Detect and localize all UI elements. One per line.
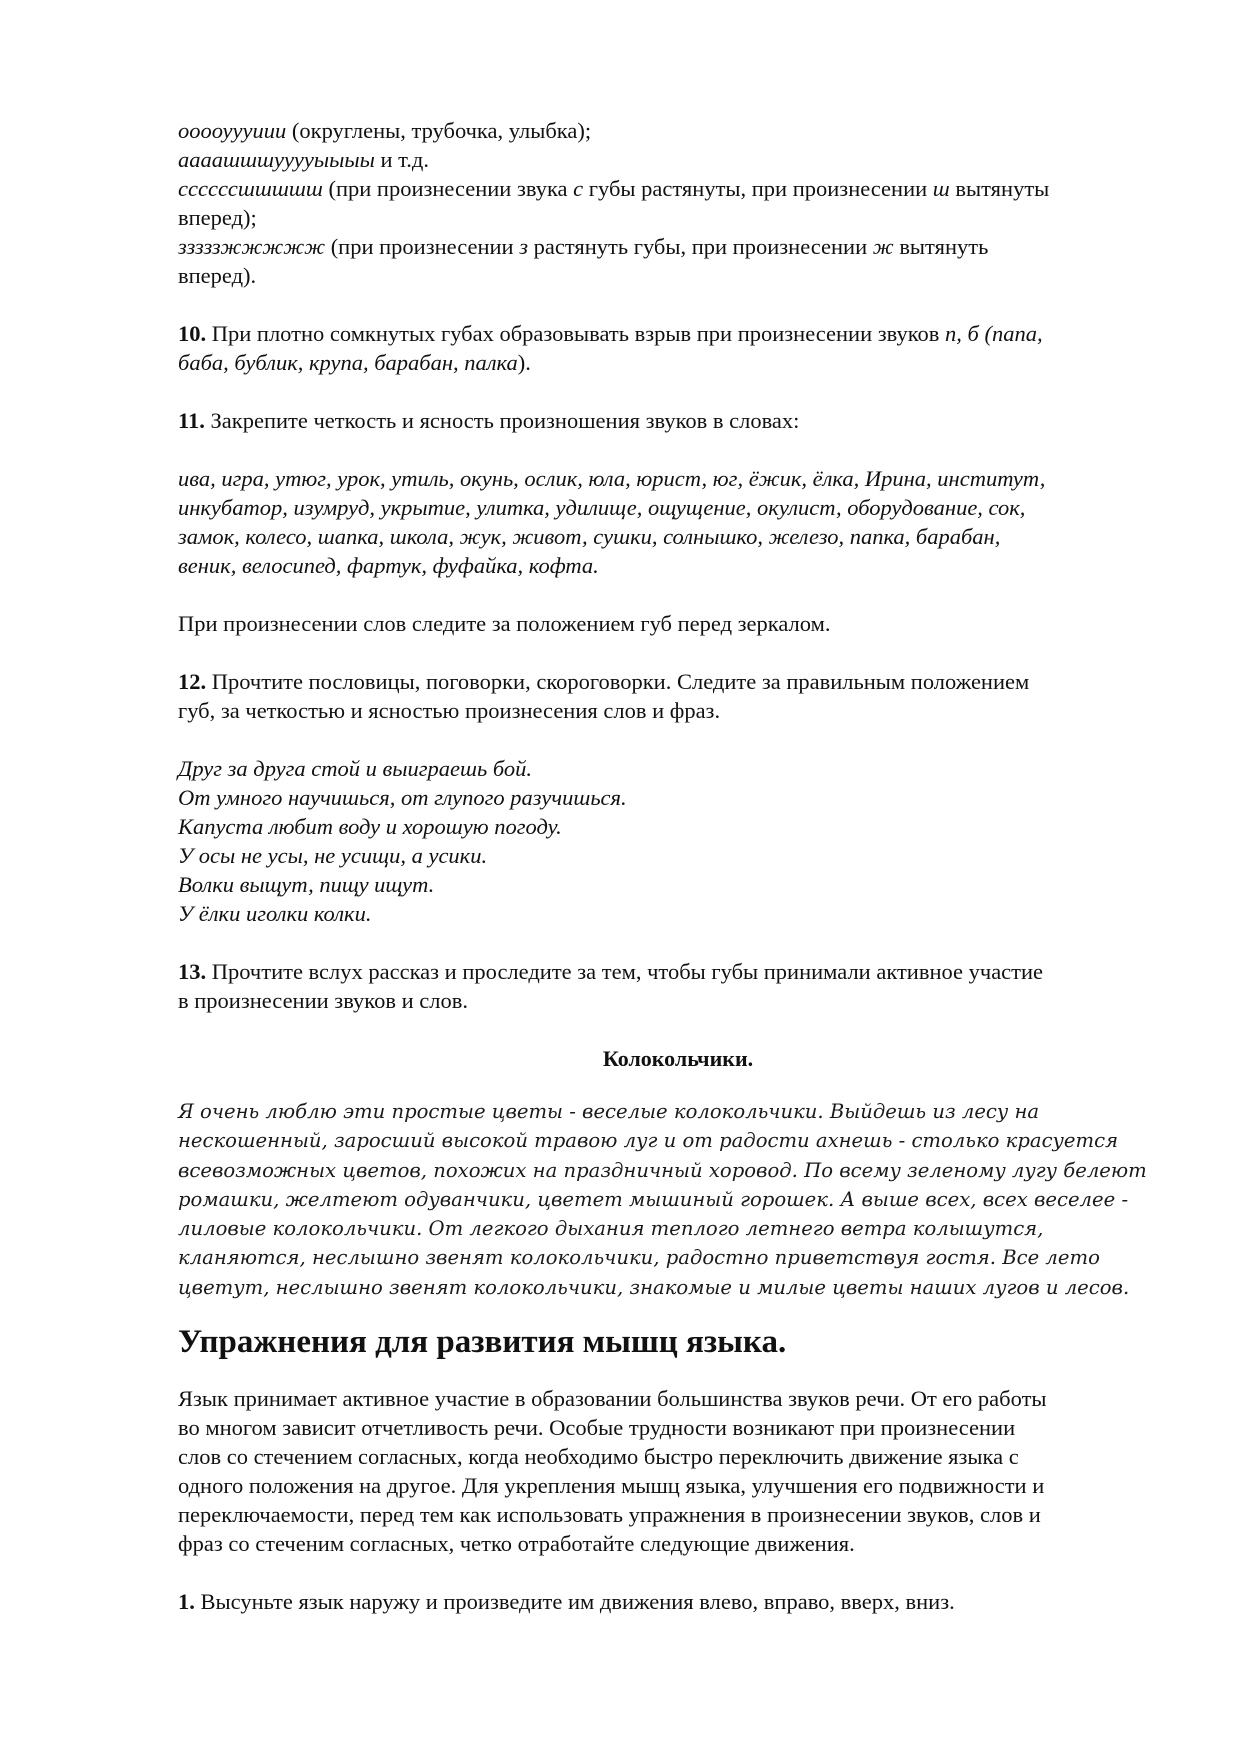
exercise-11: 11. Закрепите четкость и ясность произношения звуков в словах: ива, игра, утюг, урок, утиль, окунь, ослик, юла, юрист, юг, ёжик, ёлка, Ирина, институт, инкубатор, изумруд, укрытие, улитка, удилище, ощущение, окулист, оборудование, сок, замок, колесо, шапка, школа, жук, живот, сушки, солнышко, железо, папка, барабан, веник, велосипед, фартук, фуфайка, кофта. При произнесении слов следите за положением губ перед зеркалом. [178, 406, 1158, 638]
paragraph-line: одного положения на другое. Для укрепления мышц языка, улучшения его подвижности и [178, 1473, 1045, 1499]
story-line: кланяются, неслышно звенят колокольчики, радостно приветствуя гостя. Все лето [178, 1246, 1100, 1270]
story-line: Я очень люблю эти простые цветы - веселые колокольчики. Выйдешь из лесу на [178, 1100, 1040, 1123]
tongue-intro-paragraph [178, 1384, 1158, 1558]
word-list-line: инкубатор, изумруд, укрытие, улитка, удилище, ощущение, окулист, оборудование, сок, [178, 495, 1026, 520]
proverb: Капуста любит воду и хорошую погоду. [178, 814, 562, 839]
sound-combo-line: аааашшшууууыыыы и т.д. [178, 147, 429, 172]
story-line: ромашки, желтеют одуванчики, цветет мышиный горошек. А выше всех, всех веселее - [178, 1187, 1129, 1211]
sound-combo-line: вперед); [178, 205, 257, 230]
story-line: лиловые колокольчики. От легкого дыхания теплого летнего ветра колышутся, [178, 1217, 1044, 1241]
word-list-line: ива, игра, утюг, урок, утиль, окунь, ослик, юла, юрист, юг, ёжик, ёлка, Ирина, институт, [178, 466, 1046, 491]
paragraph-line: переключаемости, перед тем как использовать упражнения в произнесении звуков, слов и [178, 1502, 1041, 1528]
exercise-number: 10. [178, 321, 207, 346]
sound-combo-line: вперед). [178, 263, 257, 288]
section-heading: Упражнения для развития мышц языка. [178, 1324, 787, 1361]
exercise-number: 13. [178, 959, 207, 984]
word-list-line: веник, велосипед, фартук, фуфайка, кофта. [178, 553, 599, 578]
exercise-12: 12. Прочтите пословицы, поговорки, скороговорки. Следите за правильным положением губ, за четкостью и ясностью произнесения слов и фраз. Друг за друга стой и выиграешь бой. От умного научишься, от глупого разучишься. Капуста любит воду и хорошую погоду. У осы не усы, не усищи, а усики. Волки выщут, пищу ищут. У ёлки иголки колки. [178, 667, 1158, 928]
paragraph-line: фраз со стеченим согласных, четко отработайте следующие движения. [178, 1531, 855, 1557]
proverb: От умного научишься, от глупого разучишься. [178, 785, 627, 810]
document-page [178, 116, 1158, 1616]
paragraph-line: во многом зависит отчетливость речи. Особые трудности возникают при произнесении [178, 1415, 1016, 1441]
story-line: цветут, неслышно звенят колокольчики, знакомые и милые цветы наших лугов и лесов. [178, 1275, 1130, 1299]
proverb-list [178, 754, 1158, 928]
paragraph-line: Язык принимает активное участие в образовании большинства звуков речи. От его работы [178, 1386, 1047, 1412]
proverb: У осы не усы, не усищи, а усики. [178, 843, 488, 868]
sound-combo-line: сссссcшшшшш (при произнесении звука с губы растянуты, при произнесении ш вытянуты [178, 176, 1050, 201]
word-list-line: замок, колесо, шапка, школа, жук, живот, сушки, солнышко, железо, папка, барабан, [178, 524, 1001, 549]
proverb: Друг за друга стой и выиграешь бой. [178, 756, 533, 781]
story-line: всевозможных цветов, похожих на праздничный хоровод. По всему зеленому лугу белеют [178, 1158, 1147, 1182]
exercise-number: 1. [178, 1589, 195, 1615]
exercise-13: 13. Прочтите вслух рассказ и проследите за тем, чтобы губы принимали активное участие в произнесении звуков и слов. [178, 959, 1044, 1013]
sound-combo-line: ооооуууиии (округлены, трубочка, улыбка); [178, 118, 592, 143]
paragraph-line: слов со стечением согласных, когда необходимо быстро переключить движение языка с [178, 1444, 1019, 1470]
word-list [178, 464, 1158, 580]
proverb: У ёлки иголки колки. [178, 901, 372, 926]
story-text [178, 1097, 1158, 1302]
story-line: нескошенный, заросший высокой травою луг и от радости ахнешь - столько красуется [178, 1129, 1119, 1153]
story-title: Колокольчики. [602, 1046, 754, 1071]
sound-combo-line: зззззжжжжж (при произнесении з растянуть губы, при произнесении ж вытянуть [178, 234, 989, 259]
exercise-10: 10. При плотно сомкнутых губах образовывать взрыв при произнесении звуков п, б (папа, баба, бублик, крупа, барабан, палка). [178, 321, 1043, 375]
exercise-number: 12. [178, 669, 207, 694]
tongue-exercise-1: 1. Высуньте язык наружу и произведите им движения влево, вправо, вверх, вниз. [178, 1589, 955, 1615]
exercise-note: При произнесении слов следите за положением губ перед зеркалом. [178, 611, 831, 636]
exercise-number: 11. [178, 408, 205, 433]
proverb: Волки выщут, пищу ищут. [178, 872, 435, 897]
section-9-continuation [178, 116, 1158, 290]
